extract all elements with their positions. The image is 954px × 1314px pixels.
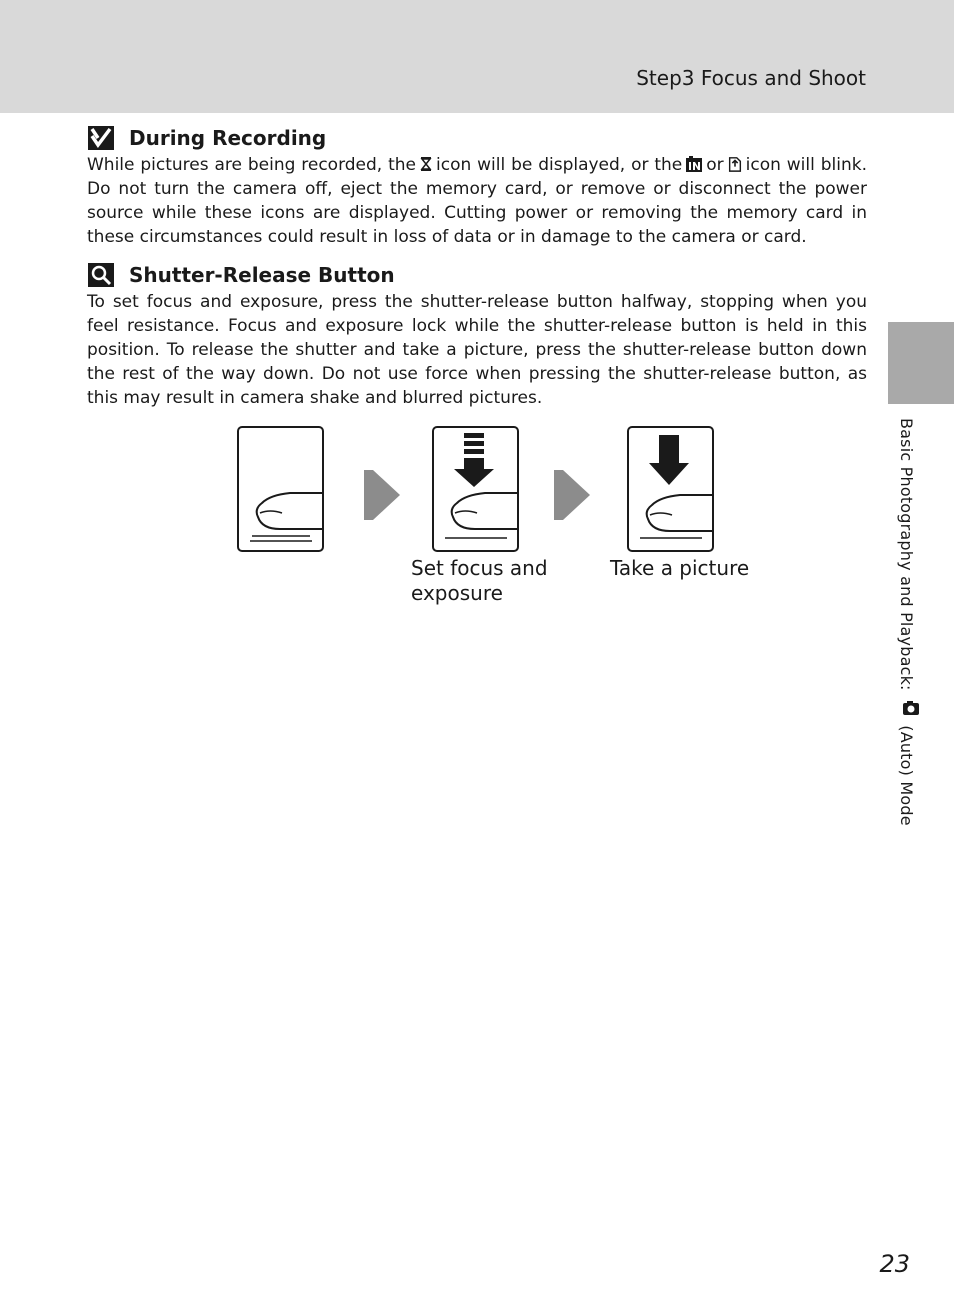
camera-icon [902,700,920,716]
internal-memory-icon [685,156,703,172]
header-band [0,0,954,113]
during-recording-body: While pictures are being recorded, the icon will be displayed, or the or icon will blink. Do not turn the camera off, eject the memory card, or remove or disconnect the power source while these icons are displayed. Cutting power or removing the memory card in these circumstances could result in loss of data or in damage to the camera or card. [87,155,867,247]
set-focus-caption: Set focus and exposure [411,556,548,605]
running-header: Step3 Focus and Shoot [636,66,866,90]
shutter-release-body: To set focus and exposure, press the shutter-release button halfway, stopping when you feel resistance. Focus and exposure lock while the shutter-release button is held in this position. To release the shutter and take a picture, press the shutter-release button down the rest of the way down. Do not use force when pressing the shutter-release button, as this may result in camera shake and blurred pictures. [87,292,867,408]
take-picture-caption: Take a picture [610,556,750,580]
full-press-panel [628,427,713,551]
tip-icon [87,262,115,288]
button-idle-panel [238,427,323,551]
during-recording-section [87,124,867,249]
shutter-press-diagram [230,425,730,560]
page-number: 23 [879,1250,910,1278]
chapter-tab [888,322,954,404]
shutter-release-section [87,261,867,410]
hourglass-icon [419,156,433,172]
during-recording-title: During Recording [129,126,327,150]
next-arrow-icon [554,470,590,520]
check-mark-icon [87,125,115,151]
chapter-side-label [897,418,920,826]
half-press-panel [433,427,518,551]
next-arrow-icon [364,470,400,520]
chapter-label-start: Basic Photography and Playback: [897,418,916,691]
shutter-release-title: Shutter-Release Button [129,263,395,287]
chapter-label-end: (Auto) Mode [897,725,916,826]
memory-card-icon [727,156,743,172]
